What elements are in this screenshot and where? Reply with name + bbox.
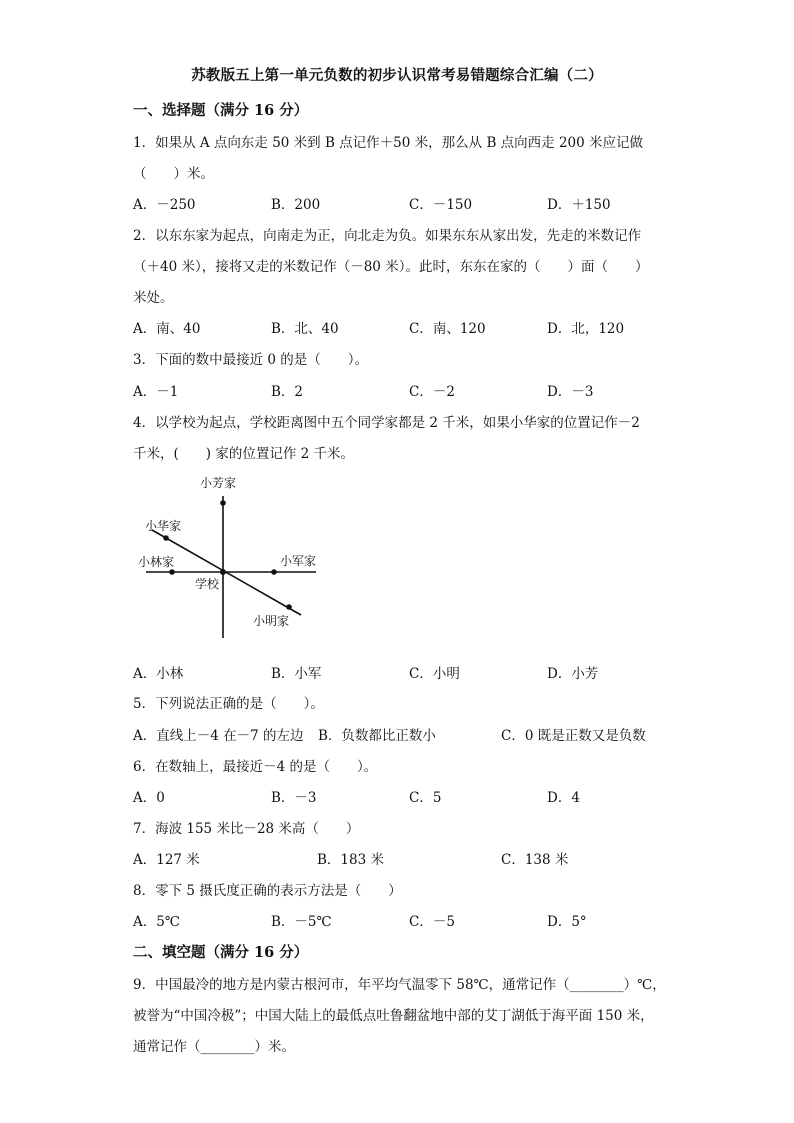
dot-xiaoming [286,604,292,610]
question-8-text: 8．零下 5 摄氏度正确的表示方法是（ ） [133,883,402,899]
q7-option-a: A．127 米 [133,852,200,868]
q4-option-b: B．小军 [271,666,322,682]
q2-option-c: C．南、120 [409,321,486,337]
q5-option-a: A．直线上－4 在－7 的左边 [133,728,304,744]
q3-option-c: C．－2 [409,384,455,400]
dot-xiaojun [271,569,277,575]
question-2-text: 2．以东东家为起点，向南走为正，向北走为负。如果东东从家出发，先走的米数记作 [133,228,642,244]
question-4-text-cont: 千米，( ) 家的位置记作 2 千米。 [133,446,354,462]
question-9-text-cont: 被誉为“中国冷极”；中国大陆上的最低点吐鲁翻盆地中部的艾丁湖低于海平面 150 米， [133,1008,654,1024]
label-xiaoming: 小明家 [253,614,290,628]
label-xiaojun: 小军家 [280,554,317,568]
q2-option-d: D．北，120 [547,321,625,337]
q4-option-a: A．小林 [133,666,184,682]
question-4-text: 4．以学校为起点，学校距离图中五个同学家都是 2 千米，如果小华家的位置记作－2 [133,415,640,431]
q5-option-b: B．负数都比正数小 [318,728,436,744]
question-1-text-cont: （ ）米。 [133,166,214,182]
question-3-text: 3．下面的数中最接近 0 的是（ ）。 [133,352,369,368]
question-9-text: 9．中国最冷的地方是内蒙古根河市，年平均气温零下 58℃，通常记作（________）℃， [133,977,666,993]
q3-option-b: B．2 [271,384,304,400]
question-7-text: 7．海波 155 米比－28 米高（ ） [133,821,360,837]
q8-option-c: C．－5 [409,914,455,930]
dot-xiaolin [169,569,175,575]
question-2-text-cont2: 米处。 [133,290,174,306]
question-2-text-cont: （＋40 米），接将又走的米数记作（－80 米）。此时，东东在家的（ ）面（ ） [133,259,649,275]
q1-option-d: D．＋150 [547,197,611,213]
position-diagram [138,472,338,644]
label-xiaolin: 小林家 [138,555,175,569]
q2-option-b: B．北、40 [271,321,339,337]
dot-school [220,569,226,575]
label-xiaofang: 小芳家 [200,476,237,490]
q2-option-a: A．南、40 [133,321,201,337]
question-6-text: 6．在数轴上，最接近－4 的是（ ）。 [133,759,378,775]
section-heading-choice: 一、选择题（满分 16 分） [133,102,309,119]
label-school: 学校 [195,577,220,591]
q1-option-c: C．－150 [409,197,473,213]
q3-option-a: A．－1 [133,384,179,400]
q8-option-b: B．－5℃ [271,914,332,930]
q3-option-d: D．－3 [547,384,594,400]
dot-xiaofang [220,500,226,506]
q8-option-a: A．5℃ [133,914,180,930]
q6-option-d: D．4 [547,790,580,806]
q8-option-d: D．5° [547,914,587,930]
q1-option-a: A．－250 [133,197,196,213]
q4-option-c: C．小明 [409,666,460,682]
dot-xiaohua [163,535,169,541]
q4-option-d: D．小芳 [547,666,599,682]
q6-option-c: C．5 [409,790,442,806]
question-1-text: 1．如果从 A 点向东走 50 米到 B 点记作＋50 米，那么从 B 点向西走 200 米应记做 [133,135,644,151]
q5-option-c: C．0 既是正数又是负数 [501,728,646,744]
page-title: 苏教版五上第一单元负数的初步认识常考易错题综合汇编（二） [191,67,603,84]
q1-option-b: B．200 [271,197,321,213]
question-9-text-cont2: 通常记作（________）米。 [133,1039,295,1055]
section-heading-fill: 二、填空题（满分 16 分） [133,944,309,961]
q7-option-c: C．138 米 [501,852,569,868]
q6-option-b: B．－3 [271,790,317,806]
q7-option-b: B．183 米 [317,852,384,868]
question-5-text: 5．下列说法正确的是（ ）。 [133,696,324,712]
label-xiaohua: 小华家 [145,519,182,533]
q6-option-a: A．0 [133,790,165,806]
